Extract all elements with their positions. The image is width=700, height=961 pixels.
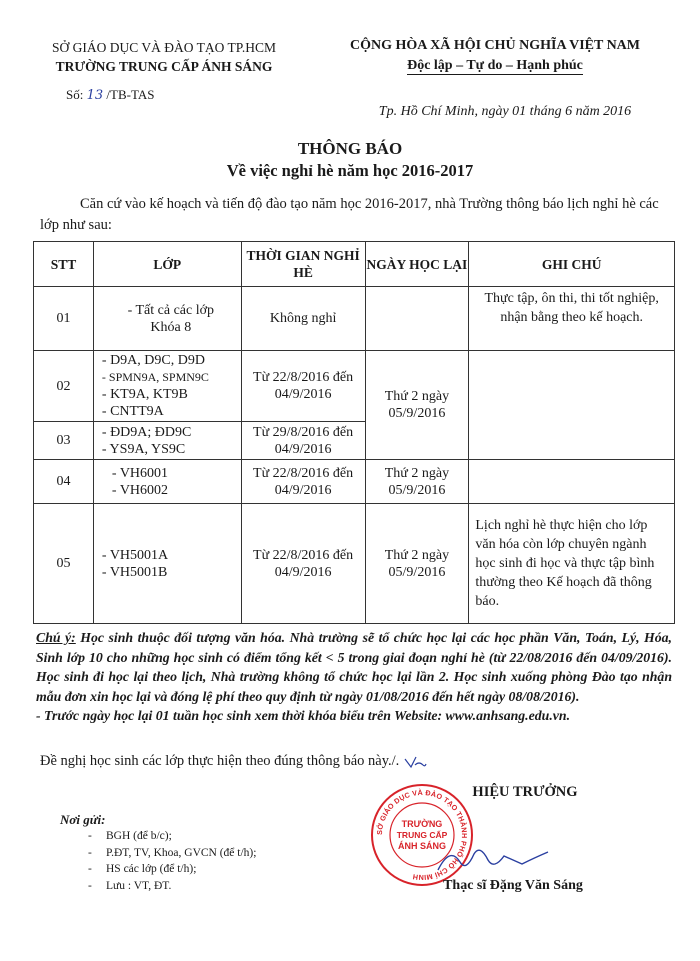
recipients-label: Nơi gửi:	[60, 812, 106, 827]
col-header-ngay-hoc-lai: NGÀY HỌC LẠI	[365, 242, 469, 287]
document-number: Số: 13 /TB-TAS	[66, 87, 155, 103]
issuer-block	[34, 38, 294, 76]
intro-paragraph: Căn cứ vào kế hoạch và tiến độ đào tạo năm học 2016-2017, nhà Trường thông báo lịch nghỉ hè các lớp như sau:	[40, 196, 659, 233]
signer-name: Thạc sĩ Đặng Văn Sáng	[443, 878, 583, 893]
svg-text:ÁNH SÁNG: ÁNH SÁNG	[397, 841, 447, 851]
note-block	[36, 628, 672, 726]
school-name: TRƯỜNG TRUNG CẤP ÁNH SÁNG	[55, 59, 273, 74]
recipients-list	[88, 828, 256, 894]
issue-date: Tp. Hồ Chí Minh, ngày 01 tháng 6 năm 2016	[378, 104, 632, 119]
note-text: Học sinh thuộc đối tượng văn hóa. Nhà trường sẽ tổ chức học lại các học phần Văn, Toán, Lý, Hóa, Sinh lớp 10 cho những học sinh có điểm tổng kết < 5 trong giai đoạn nghỉ hè (từ 22/08/2016 đến 04/09/2016). Học sinh đi học lại theo lịch, Nhà trường không tổ chức học lại lần 2. Học sinh xuống phòng Đào tạo nhận mẫu đơn xin học lại và đóng lệ phí theo quy định từ ngày 01/08/2016 đến hết ngày 08/08/2016).	[36, 630, 672, 704]
col-header-ghi-chu: GHI CHÚ	[469, 242, 675, 287]
national-header	[330, 36, 660, 76]
signer-position: HIỆU TRƯỞNG	[472, 784, 578, 800]
svg-text:SỞ GIÁO DỤC VÀ ĐÀO TẠO THÀNH P: SỞ GIÁO DỤC VÀ ĐÀO TẠO THÀNH PHỐ HỒ CHÍ MINH	[374, 787, 470, 883]
table-row: 02 - D9A, D9C, D9D - SPMN9A, SPMN9C - KT9A, KT9B - CNTT9A Từ 22/8/2016 đến 04/9/2016 Thứ 2 ngày 05/9/2016	[34, 351, 675, 422]
department-name: SỞ GIÁO DỤC VÀ ĐÀO TẠO TP.HCM	[52, 40, 276, 55]
table-header-row	[34, 242, 675, 287]
note-label: Chú ý:	[36, 630, 76, 645]
closing-request: Đề nghị học sinh các lớp thực hiện theo đúng thông báo này./.	[40, 753, 427, 770]
list-item: - BGH (để b/c);	[88, 830, 172, 842]
document-subtitle: Về việc nghỉ hè năm học 2016-2017	[226, 161, 474, 180]
national-motto: Độc lập – Tự do – Hạnh phúc	[407, 58, 583, 73]
list-item: - HS các lớp (để t/h);	[88, 863, 197, 875]
holiday-schedule-table	[33, 241, 675, 624]
table-row: 03 - ĐD9A; ĐD9C - YS9A, YS9C Từ 29/8/2016 đến 04/9/2016	[34, 422, 675, 460]
table-row: 05 - VH5001A - VH5001B Từ 22/8/2016 đến 04/9/2016 Thứ 2 ngày 05/9/2016 Lịch nghỉ hè thực hiện cho lớp văn hóa còn lớp chuyên ngành học sinh đi học và thực tập bình thường theo Kế hoạch đã thông báo.	[34, 504, 675, 624]
initials-signature-icon	[403, 755, 427, 769]
handwritten-number: 13	[86, 88, 104, 103]
document-title: THÔNG BÁO	[297, 139, 403, 158]
col-header-stt: STT	[34, 242, 94, 287]
col-header-lop: LỚP	[93, 242, 241, 287]
note-website-line: - Trước ngày học lại 01 tuần học sinh xem thời khóa biểu trên Website: www.anhsang.edu.vn.	[36, 708, 571, 723]
list-item: - Lưu : VT, ĐT.	[88, 879, 172, 892]
table-row: 04 - VH6001 - VH6002 Từ 22/8/2016 đến 04/9/2016 Thứ 2 ngày 05/9/2016	[34, 460, 675, 504]
handwritten-signature-icon	[430, 840, 560, 880]
svg-text:TRƯỜNG: TRƯỜNG	[401, 819, 443, 829]
country-name: CỘNG HÒA XÃ HỘI CHỦ NGHĨA VIỆT NAM	[349, 38, 640, 53]
table-row: 01 - Tất cả các lớp Khóa 8 Không nghỉ Thực tập, ôn thi, thi tốt nghiệp, nhận bằng theo kế hoạch.	[34, 287, 675, 351]
svg-text:TRUNG CẤP: TRUNG CẤP	[396, 830, 448, 840]
list-item: - P.ĐT, TV, Khoa, GVCN (để t/h);	[88, 846, 257, 859]
col-header-thoi-gian: THỜI GIAN NGHỈ HÈ	[241, 242, 365, 287]
